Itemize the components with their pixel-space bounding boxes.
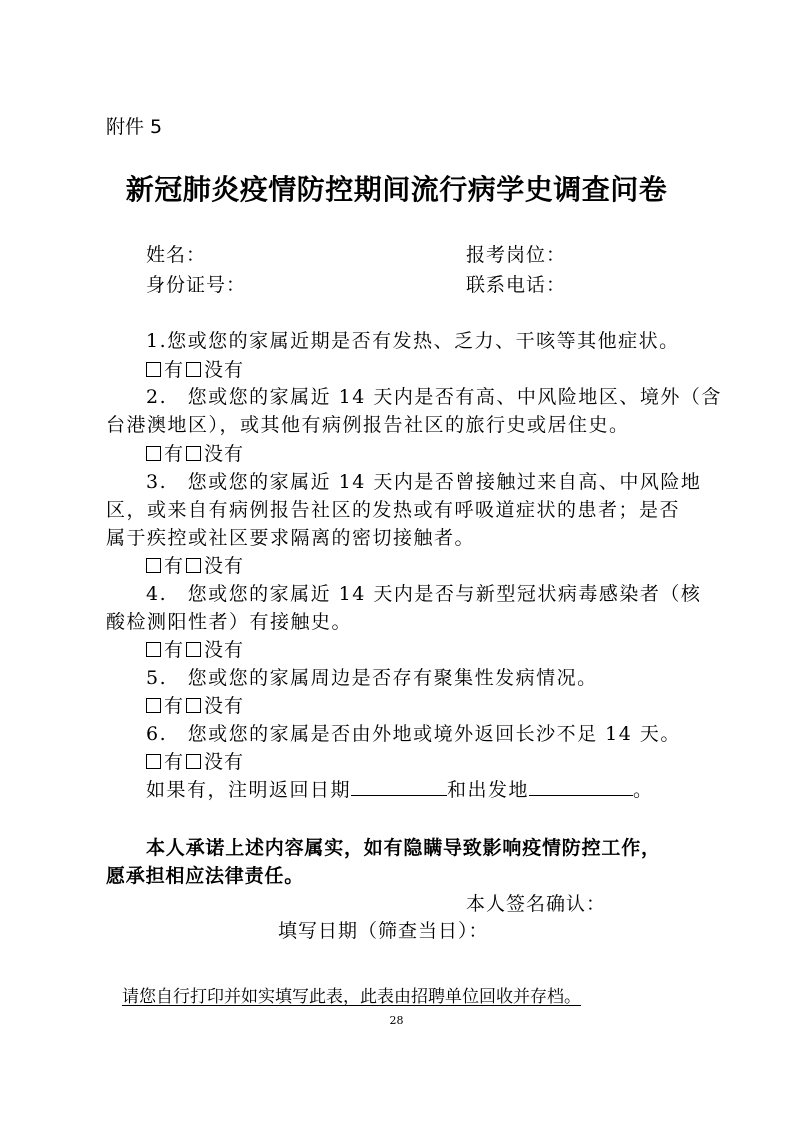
question-5-options xyxy=(146,691,244,718)
departure-place-blank[interactable] xyxy=(529,778,633,796)
yes-checkbox[interactable] xyxy=(146,446,161,461)
attachment-label: 附件 5 xyxy=(106,116,163,138)
phone-field-label: 联系电话： xyxy=(466,274,567,296)
yes-label: 有 xyxy=(164,639,185,661)
no-label: 没有 xyxy=(204,443,245,465)
return-date-blank[interactable] xyxy=(351,778,447,796)
signature-label: 本人签名确认： xyxy=(466,893,607,915)
fill-date-label: 填写日期（筛查当日）： xyxy=(278,920,489,942)
no-label: 没有 xyxy=(204,639,245,661)
no-checkbox[interactable] xyxy=(186,558,201,573)
yes-label: 有 xyxy=(164,443,185,465)
question-2-line-2: 台港澳地区），或其他有病例报告社区的旅行史或居住史。 xyxy=(106,414,630,436)
yes-label: 有 xyxy=(164,751,185,773)
question-3-line-2: 区，或来自有病例报告社区的发热或有呼吸道症状的患者；是否 xyxy=(106,499,681,521)
no-label: 没有 xyxy=(204,695,245,717)
yes-checkbox[interactable] xyxy=(146,642,161,657)
footer-note: 请您自行打印并如实填写此表，此表由招聘单位回收并存档。 xyxy=(122,987,581,1007)
no-checkbox[interactable] xyxy=(186,698,201,713)
page-title: 新冠肺炎疫情防控期间流行病学史调查问卷 xyxy=(125,173,668,206)
question-6-options xyxy=(146,747,244,774)
no-label: 没有 xyxy=(204,359,245,381)
promise-line-2: 愿承担相应法律责任。 xyxy=(106,865,305,887)
question-3-line-3: 属于疾控或社区要求隔离的密切接触者。 xyxy=(106,527,476,549)
return-info-line xyxy=(146,775,654,802)
promise-line-1: 本人承诺上述内容属实，如有隐瞒导致影响疫情防控工作， xyxy=(146,837,661,859)
yes-checkbox[interactable] xyxy=(146,754,161,769)
return-info-suffix: 。 xyxy=(633,779,654,801)
no-checkbox[interactable] xyxy=(186,362,201,377)
question-2-options xyxy=(146,439,244,466)
name-field-label: 姓名： xyxy=(146,244,207,266)
no-checkbox[interactable] xyxy=(186,446,201,461)
departure-prefix: 和出发地 xyxy=(447,779,530,801)
yes-checkbox[interactable] xyxy=(146,558,161,573)
yes-checkbox[interactable] xyxy=(146,362,161,377)
id-number-field-label: 身份证号： xyxy=(146,274,247,296)
question-1-line-1: 1.您或您的家属近期是否有发热、乏力、干咳等其他症状。 xyxy=(146,330,680,352)
yes-label: 有 xyxy=(164,359,185,381)
no-checkbox[interactable] xyxy=(186,642,201,657)
question-4-line-2: 酸检测阳性者）有接触史。 xyxy=(106,611,353,633)
no-label: 没有 xyxy=(204,751,245,773)
return-date-prefix: 如果有，注明返回日期 xyxy=(146,779,352,801)
question-1-options xyxy=(146,355,244,382)
question-6-line-1: 6. 您或您的家属是否由外地或境外返回长沙不足 14 天。 xyxy=(146,723,681,745)
question-3-options xyxy=(146,551,244,578)
question-4-line-1: 4. 您或您的家属近 14 天内是否与新型冠状病毒感染者（核 xyxy=(146,583,702,605)
yes-label: 有 xyxy=(164,555,185,577)
no-label: 没有 xyxy=(204,555,245,577)
question-2-line-1: 2. 您或您的家属近 14 天内是否有高、中风险地区、境外（含 xyxy=(146,386,722,408)
question-3-line-1: 3. 您或您的家属近 14 天内是否曾接触过来自高、中风险地 xyxy=(146,471,702,493)
yes-checkbox[interactable] xyxy=(146,698,161,713)
position-field-label: 报考岗位： xyxy=(466,244,567,266)
no-checkbox[interactable] xyxy=(186,754,201,769)
page-number: 28 xyxy=(389,1014,404,1027)
question-4-options xyxy=(146,635,244,662)
question-5-line-1: 5. 您或您的家属周边是否存有聚集性发病情况。 xyxy=(146,667,598,689)
yes-label: 有 xyxy=(164,695,185,717)
